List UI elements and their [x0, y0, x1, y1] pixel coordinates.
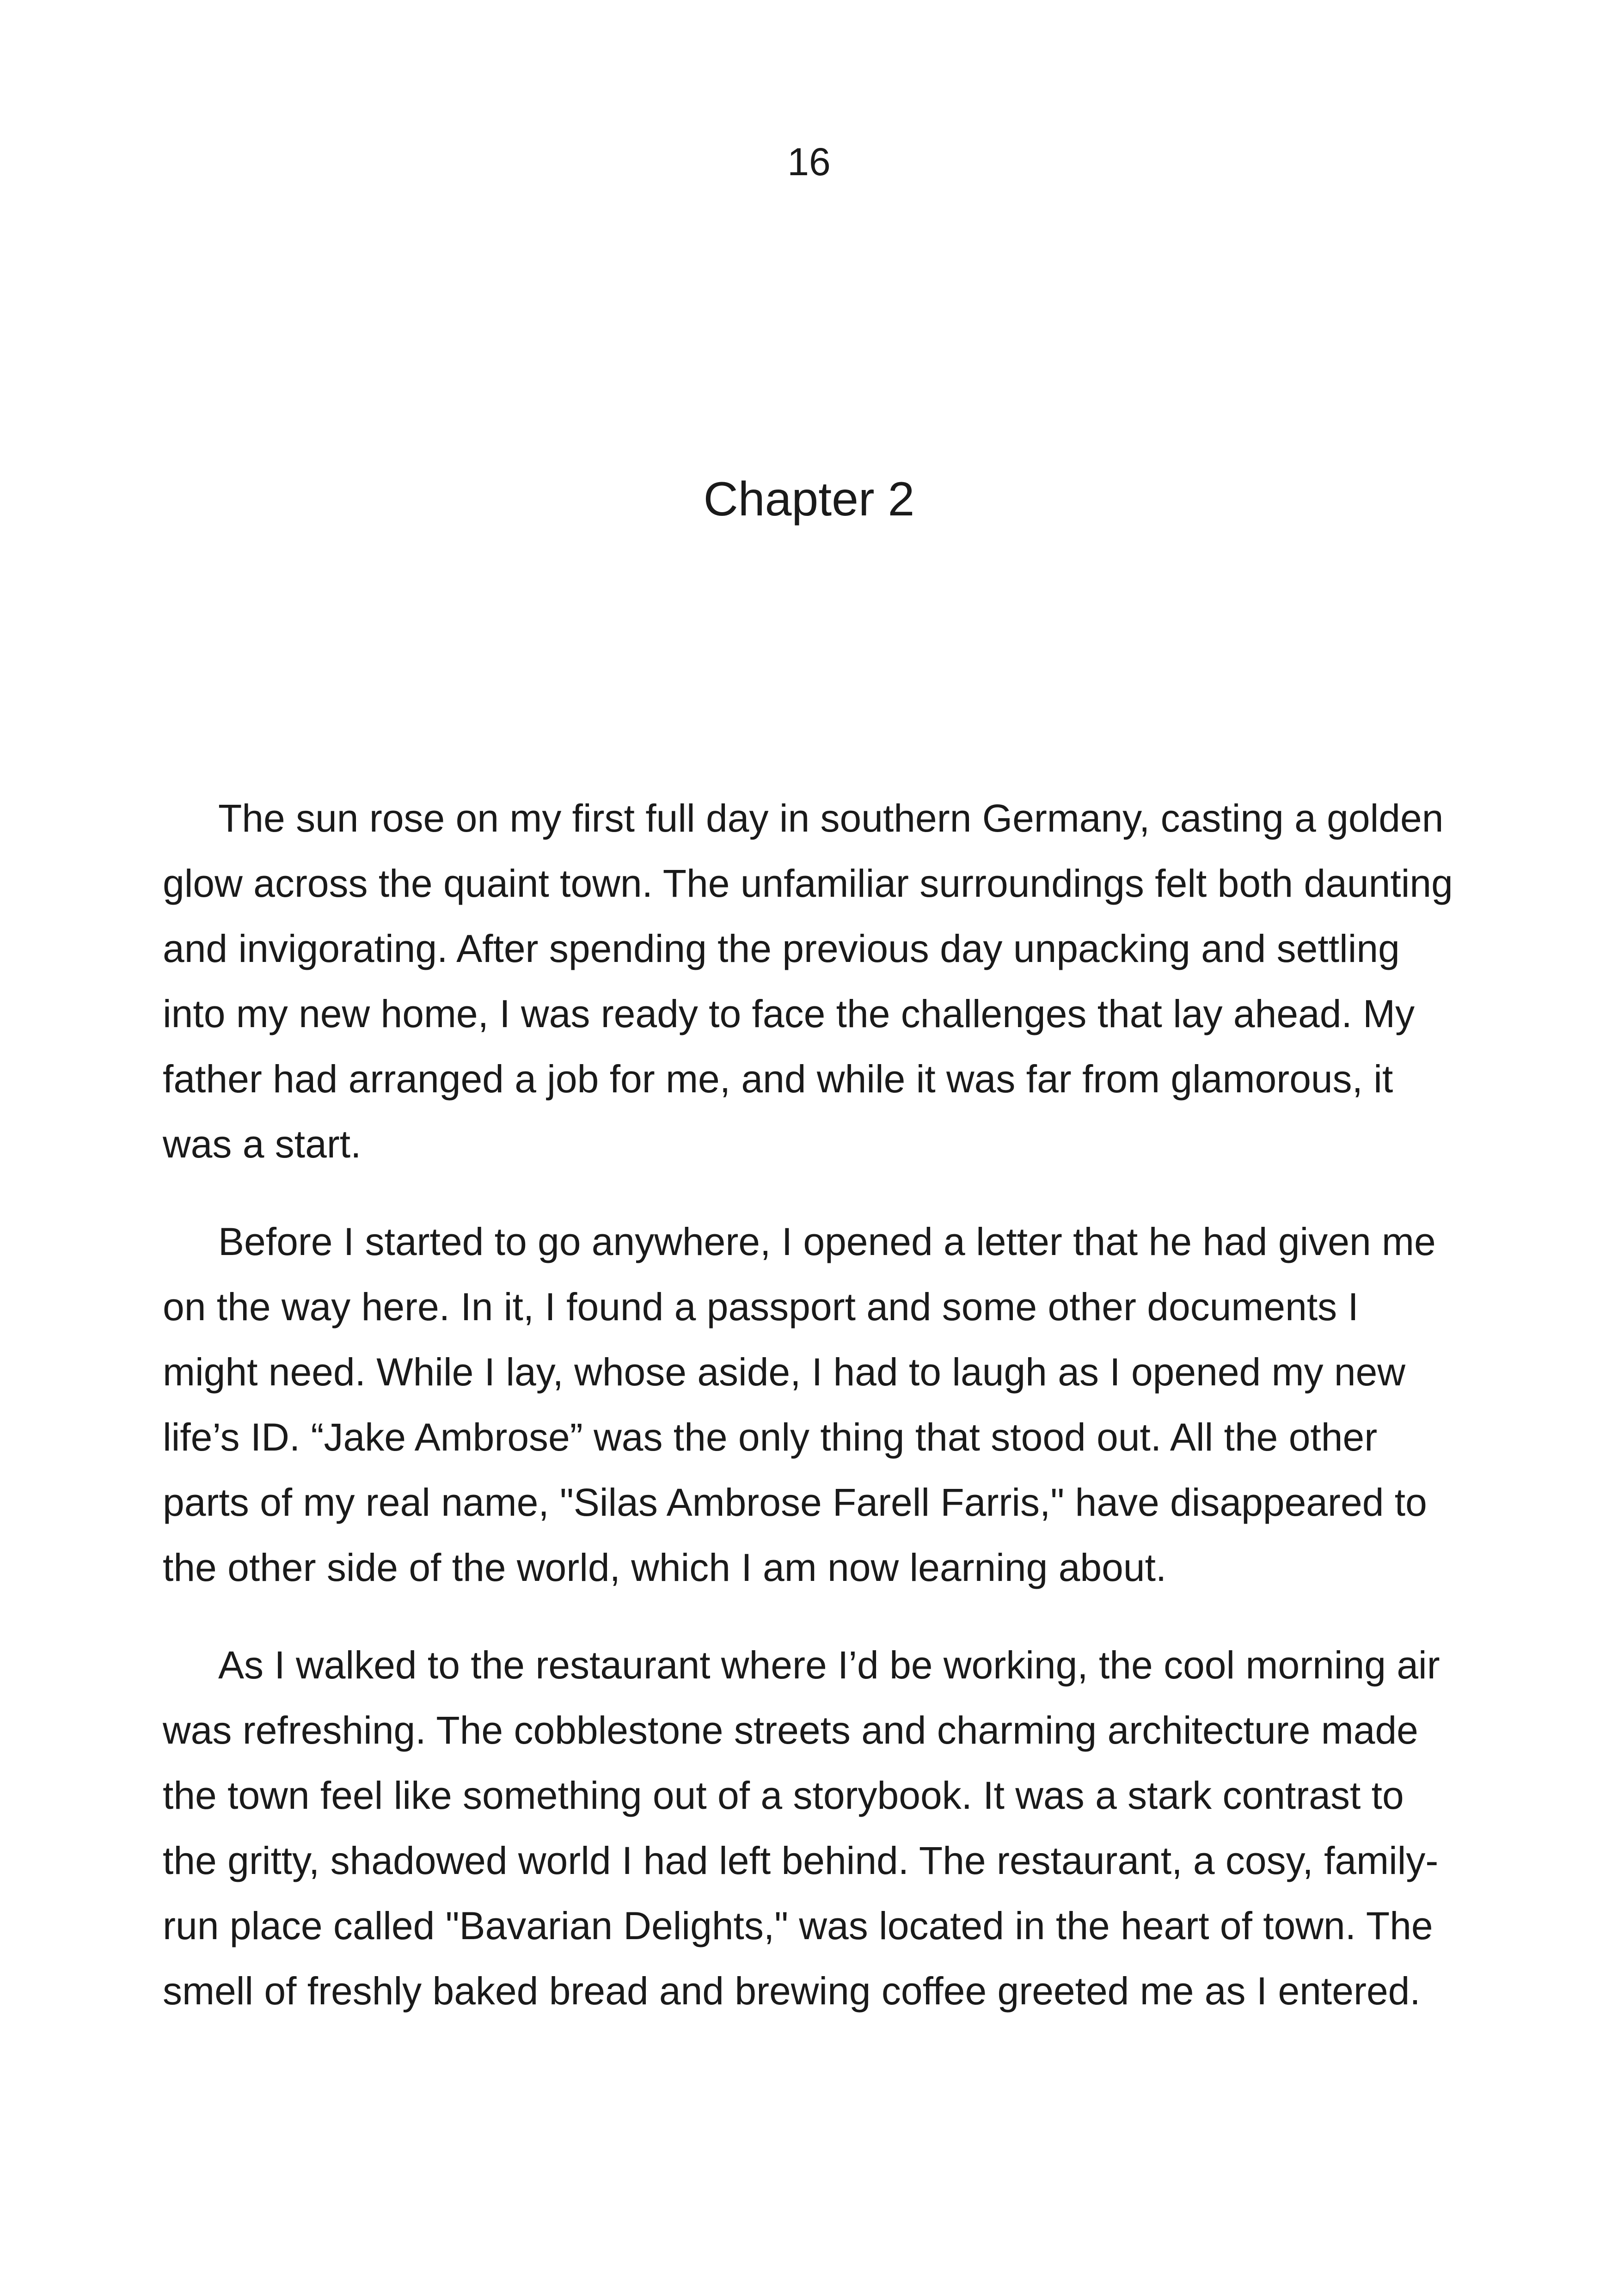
- paragraph: The sun rose on my first full day in southern Germany, casting a golden glow across the quaint town. The unfamiliar surroundings felt both daunting and invigorating. After spending the previous day unpacking and settling into my new home, I was ready to face the challenges that lay ahead. My father had arranged a job for me, and while it was far from glamorous, it was a start.: [163, 796, 1453, 1166]
- paragraph: As I walked to the restaurant where I’d be working, the cool morning air was refreshing. The cobblestone streets and charming architecture made the town feel like something out of a storybook. It was a stark contrast to the gritty, shadowed world I had left behind. The restaurant, a cosy, family-run place called "Bavarian Delights," was located in the heart of town. The smell of freshly baked bread and brewing coffee greeted me as I entered.: [163, 1643, 1440, 2013]
- chapter-body: [163, 786, 1455, 2056]
- page-number: 16: [787, 140, 831, 184]
- paragraph: Before I started to go anywhere, I opened a letter that he had given me on the way here. In it, I found a passport and some other documents I might need. While I lay, whose aside, I had to laugh as I opened my new life’s ID. “Jake Ambrose” was the only thing that stood out. All the other parts of my real name, "Silas Ambrose Farell Farris," have disappeared to the other side of the world, which I am now learning about.: [163, 1220, 1436, 1589]
- chapter-title: Chapter 2: [703, 472, 915, 526]
